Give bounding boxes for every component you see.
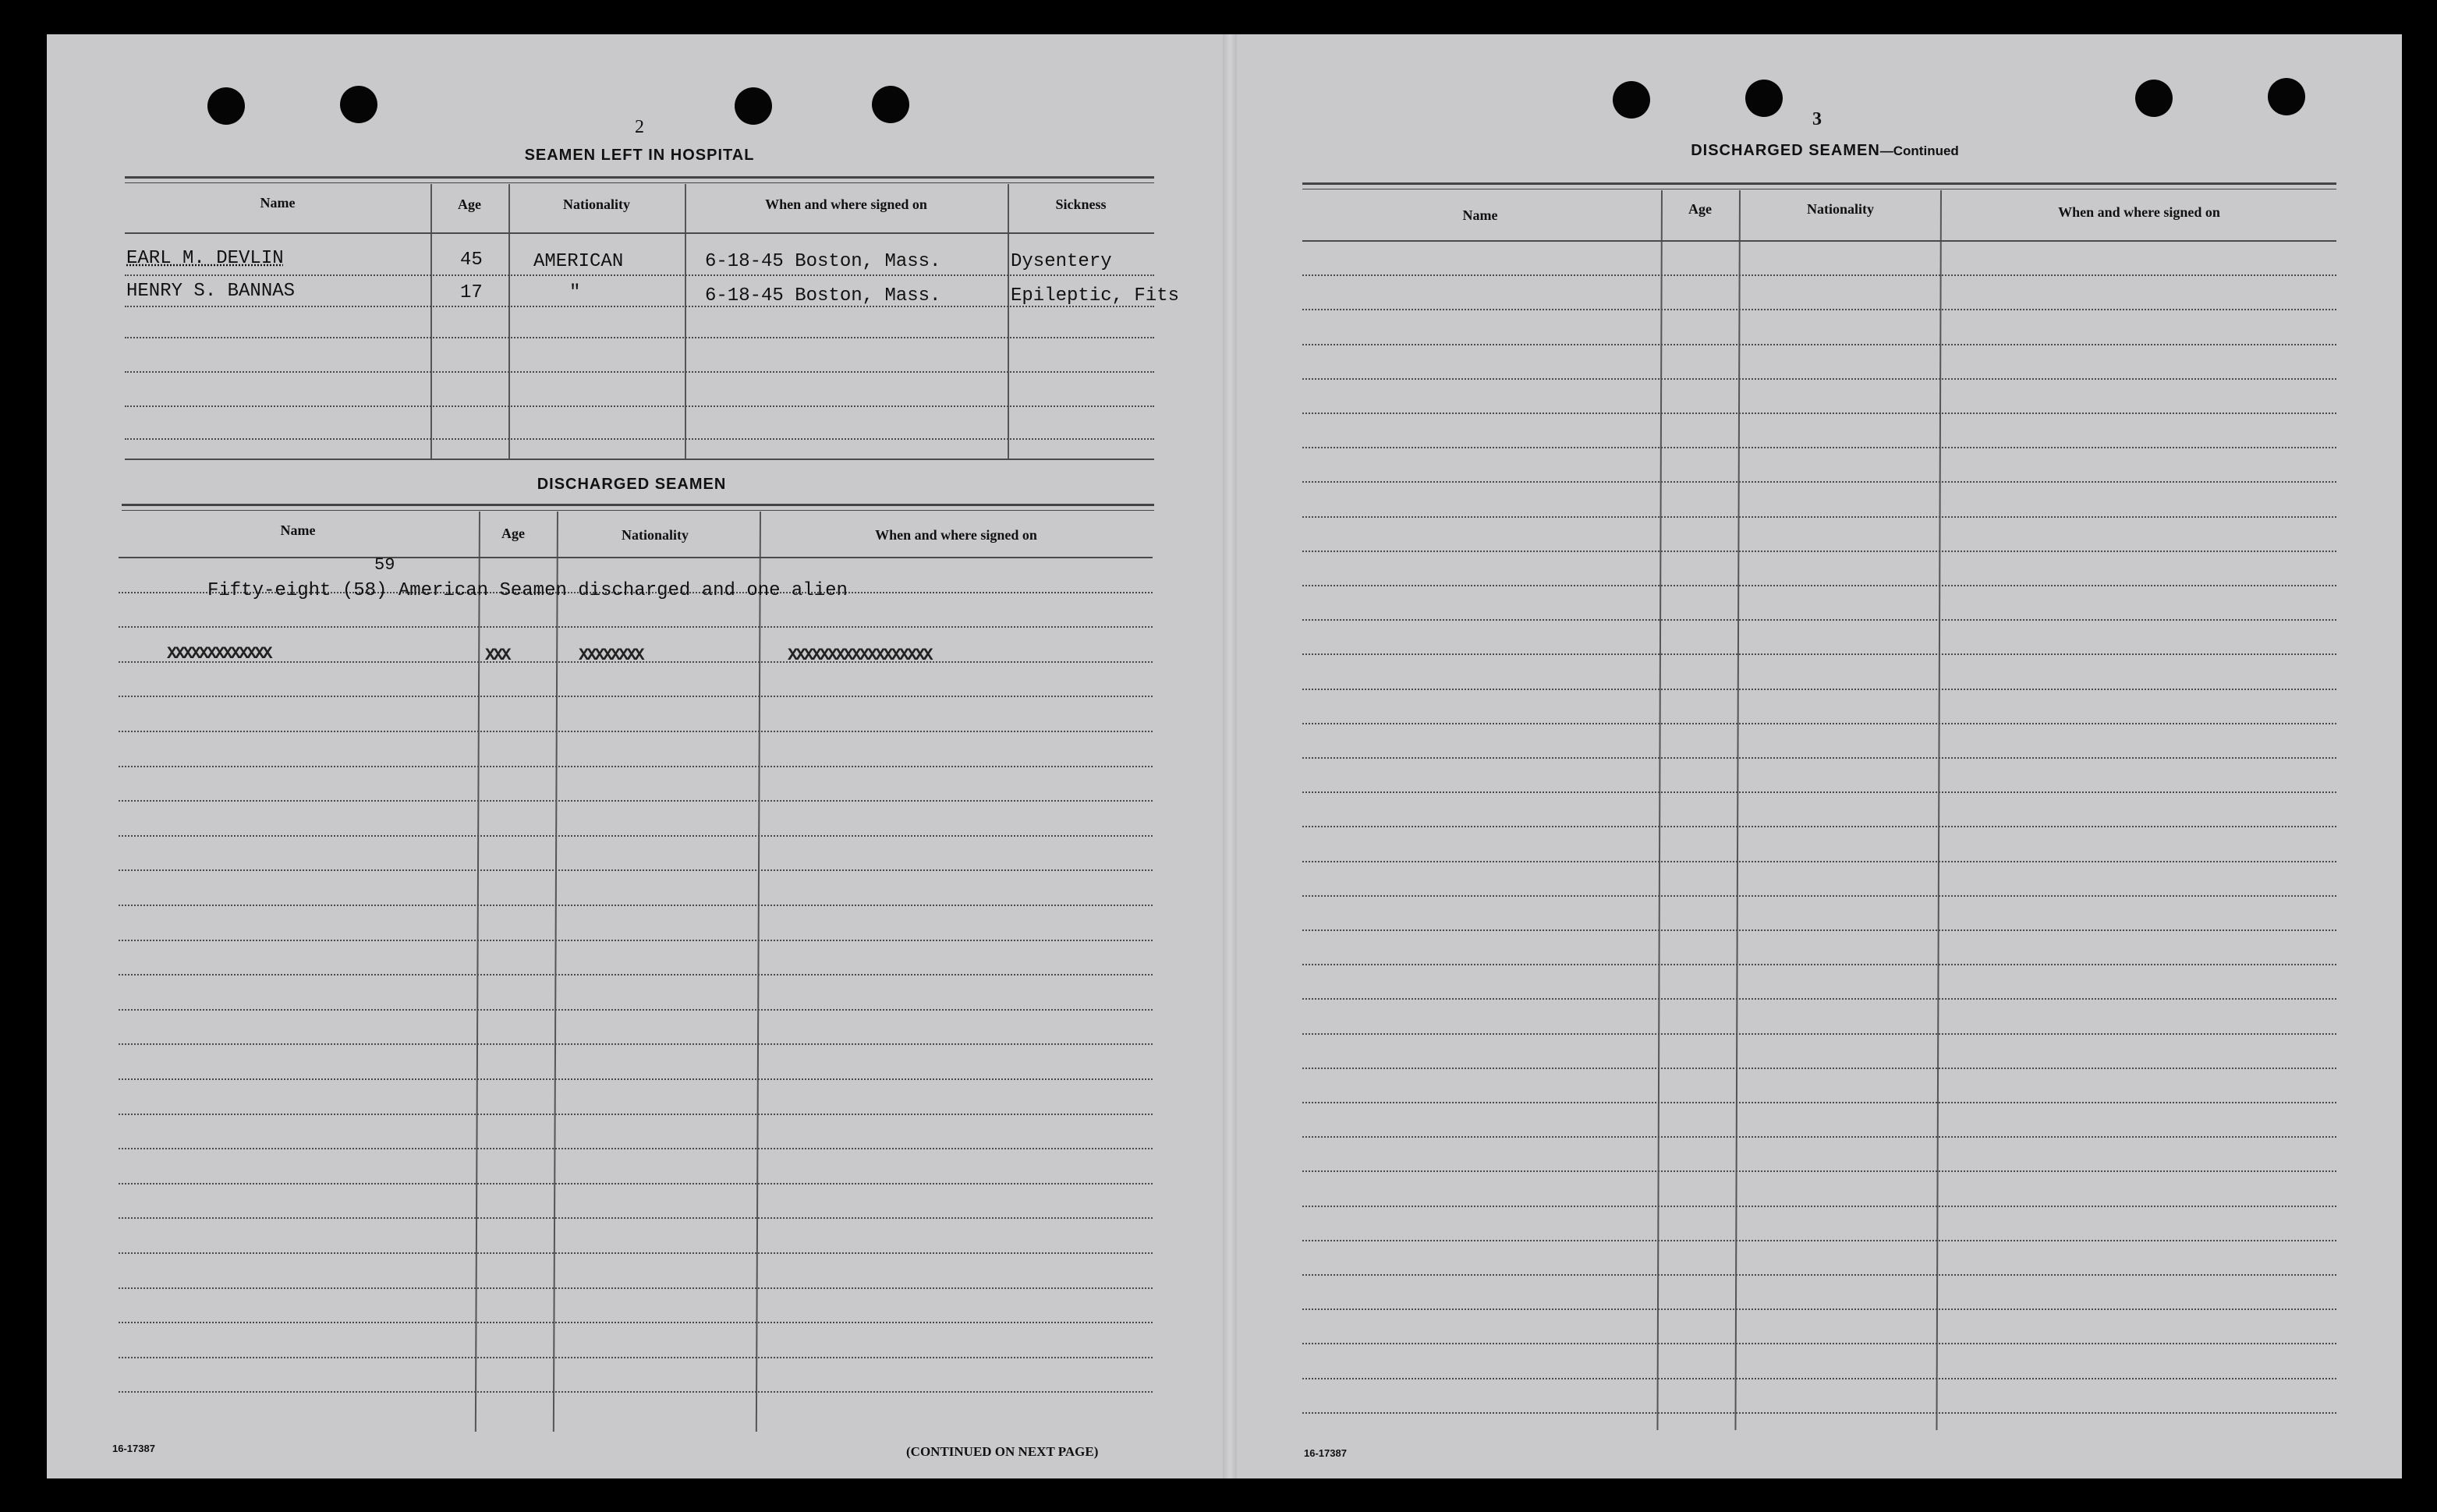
- row-line: [119, 940, 1153, 941]
- row-line: [119, 1357, 1153, 1358]
- row-line: [119, 1252, 1153, 1254]
- discharged-section-title: DISCHARGED SEAMEN: [537, 476, 727, 493]
- row-line: [119, 1114, 1153, 1115]
- row-line: [1302, 1308, 2336, 1310]
- struck-name: XXXXXXXXXXXXX: [167, 644, 271, 664]
- row-line: [1302, 240, 2336, 242]
- cell-age: 45: [460, 250, 483, 271]
- row-line: [119, 905, 1153, 906]
- col-header-name: Name: [280, 522, 316, 538]
- row-line: [119, 1287, 1153, 1289]
- punch-hole: [207, 87, 245, 125]
- punch-hole: [2268, 78, 2305, 115]
- rule: [125, 182, 1154, 183]
- col-header-age: Age: [1688, 201, 1712, 217]
- col-header-age: Age: [501, 526, 525, 541]
- row-line: [119, 731, 1153, 732]
- page-fold: [1223, 34, 1237, 1478]
- cell-sickness: Dysentery: [1011, 251, 1112, 272]
- row-line: [1302, 274, 2336, 276]
- row-line: [125, 405, 1154, 407]
- row-line: [125, 306, 1154, 307]
- right-title-suffix: —Continued: [1879, 143, 1959, 158]
- row-line: [1302, 447, 2336, 448]
- row-line: [119, 1148, 1153, 1149]
- row-line: [119, 557, 1153, 558]
- row-line: [125, 337, 1154, 338]
- row-line: [1302, 1274, 2336, 1276]
- rule: [125, 176, 1154, 179]
- rule: [122, 510, 1154, 511]
- col-header-nationality: Nationality: [621, 527, 689, 543]
- column-divider: [508, 184, 510, 460]
- row-line: [119, 800, 1153, 802]
- cell-name: EARL M. DEVLIN: [126, 248, 284, 269]
- row-line: [119, 626, 1153, 628]
- cell-nationality: ": [569, 282, 581, 303]
- form-code-left: 16-17387: [112, 1443, 155, 1454]
- row-line: [125, 371, 1154, 373]
- row-line: [1302, 1068, 2336, 1069]
- handwritten-correction: 59: [374, 555, 395, 575]
- row-line: [125, 459, 1154, 460]
- row-line: [119, 1217, 1153, 1219]
- cell-signed-on: 6-18-45 Boston, Mass.: [705, 251, 941, 272]
- row-line: [125, 438, 1154, 440]
- row-line: [1302, 998, 2336, 1000]
- row-line: [1302, 481, 2336, 483]
- right-title-main: DISCHARGED SEAMEN: [1691, 142, 1880, 159]
- row-line: [1302, 309, 2336, 310]
- row-line: [119, 1078, 1153, 1080]
- row-line: [1302, 1378, 2336, 1379]
- rule: [1302, 182, 2336, 185]
- punch-hole: [2135, 80, 2173, 117]
- row-line: [125, 274, 1154, 276]
- right-section-title: [1606, 142, 2043, 160]
- cell-signed-on: 6-18-45 Boston, Mass.: [705, 285, 941, 306]
- row-line: [119, 835, 1153, 837]
- row-line: [1302, 1102, 2336, 1103]
- row-line: [1302, 930, 2336, 931]
- column-divider: [1008, 184, 1009, 460]
- row-line: [1302, 653, 2336, 655]
- row-line: [1302, 1136, 2336, 1138]
- punch-hole: [735, 87, 772, 125]
- punch-hole: [872, 86, 909, 123]
- continued-note: (CONTINUED ON NEXT PAGE): [906, 1444, 1099, 1459]
- row-line: [119, 869, 1153, 871]
- summary-line: Fifty-eight (58) American Seamen discharged and one alien: [207, 580, 848, 601]
- struck-nationality: XXXXXXXX: [579, 646, 643, 665]
- row-line: [119, 696, 1153, 697]
- row-line: [1302, 413, 2336, 414]
- col-header-signed-on: When and where signed on: [2058, 204, 2220, 220]
- punch-hole: [340, 86, 377, 123]
- col-header-nationality: Nationality: [562, 197, 630, 212]
- cell-name: HENRY S. BANNAS: [126, 281, 296, 302]
- row-line: [1302, 689, 2336, 690]
- struck-signed-on: XXXXXXXXXXXXXXXXXX: [788, 646, 931, 665]
- row-line: [1302, 585, 2336, 586]
- row-line: [119, 974, 1153, 976]
- row-line: [119, 1043, 1153, 1045]
- col-header-signed-on: When and where signed on: [765, 197, 927, 212]
- page-number-right: 3: [1812, 109, 1822, 129]
- col-header-name: Name: [1462, 207, 1498, 223]
- form-code-right: 16-17387: [1304, 1447, 1347, 1459]
- row-line: [1302, 378, 2336, 380]
- row-line: [1302, 861, 2336, 862]
- col-header-sickness: Sickness: [1055, 197, 1107, 212]
- col-header-age: Age: [458, 197, 481, 212]
- page-number-left: 2: [635, 117, 644, 137]
- row-line: [119, 766, 1153, 767]
- col-header-signed-on: When and where signed on: [875, 527, 1037, 543]
- punch-hole: [1745, 80, 1783, 117]
- column-divider: [685, 184, 686, 460]
- row-line: [1302, 1412, 2336, 1414]
- row-line: [1302, 826, 2336, 827]
- row-line: [119, 1391, 1153, 1393]
- col-header-name: Name: [260, 195, 296, 211]
- struck-age: XXX: [485, 646, 509, 665]
- row-line: [1302, 791, 2336, 793]
- cell-age: 17: [460, 282, 483, 303]
- cell-sickness: Epileptic, Fits: [1011, 285, 1180, 306]
- rule: [122, 504, 1154, 506]
- row-line: [1302, 1206, 2336, 1207]
- row-line: [1302, 757, 2336, 759]
- row-line: [119, 1322, 1153, 1323]
- punch-hole: [1613, 81, 1650, 119]
- row-line: [1302, 551, 2336, 552]
- row-line: [1302, 516, 2336, 518]
- row-line: [1302, 1033, 2336, 1035]
- row-line: [125, 232, 1154, 234]
- row-line: [119, 1183, 1153, 1184]
- row-line: [1302, 1170, 2336, 1172]
- row-line: [1302, 1240, 2336, 1241]
- cell-nationality: AMERICAN: [533, 251, 624, 272]
- column-divider: [430, 184, 432, 460]
- row-line: [1302, 619, 2336, 621]
- row-line: [1302, 1343, 2336, 1344]
- hospital-section-title: SEAMEN LEFT IN HOSPITAL: [524, 147, 755, 164]
- col-header-nationality: Nationality: [1806, 201, 1874, 217]
- row-line: [1302, 895, 2336, 897]
- row-line: [1302, 964, 2336, 965]
- row-line: [1302, 344, 2336, 345]
- row-line: [119, 1009, 1153, 1011]
- row-line: [1302, 723, 2336, 724]
